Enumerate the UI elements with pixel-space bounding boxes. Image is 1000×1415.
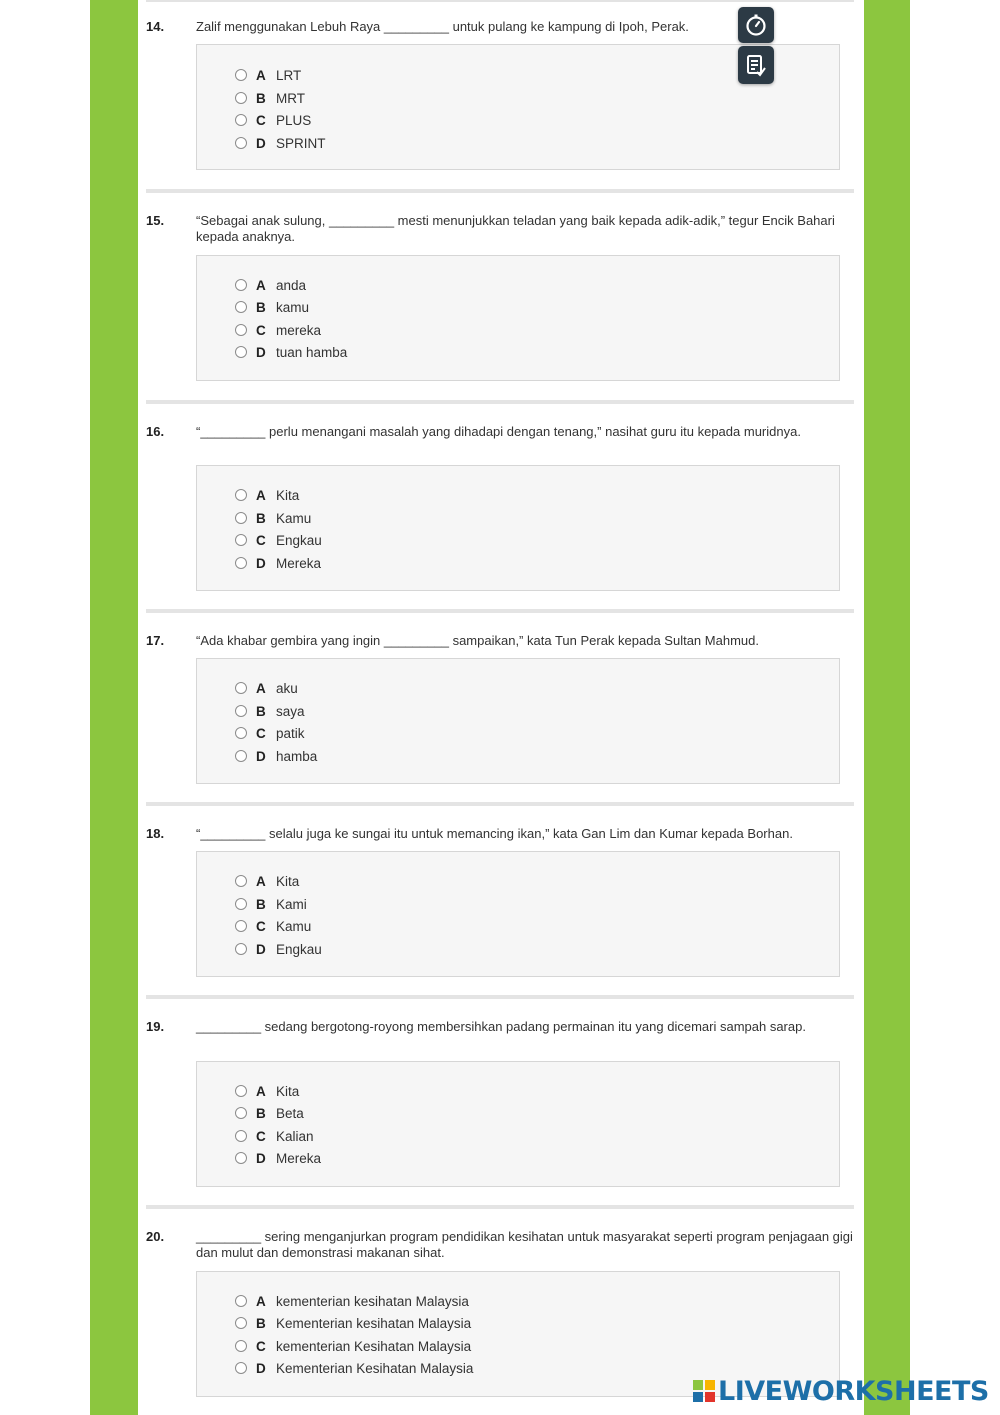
divider bbox=[146, 995, 854, 999]
left-green-border bbox=[90, 0, 138, 1415]
option-d[interactable] bbox=[235, 940, 322, 958]
option-c[interactable] bbox=[235, 724, 305, 742]
option-letter: A bbox=[256, 873, 266, 889]
question-text: “_________ perlu menangani masalah yang dihadapi dengan tenang,” nasihat guru itu kepada muridnya. bbox=[196, 424, 801, 439]
radio-button[interactable] bbox=[235, 489, 247, 501]
question-text: “Ada khabar gembira yang ingin _________ sampaikan,” kata Tun Perak kepada Sultan Mahmud. bbox=[196, 633, 759, 648]
option-b[interactable] bbox=[235, 895, 307, 913]
checklist-button[interactable] bbox=[738, 46, 774, 84]
option-c[interactable] bbox=[235, 531, 322, 549]
divider bbox=[146, 189, 854, 193]
options-box bbox=[196, 255, 840, 381]
option-letter: B bbox=[256, 703, 266, 719]
option-letter: A bbox=[256, 67, 266, 83]
radio-button[interactable] bbox=[235, 727, 247, 739]
option-letter: D bbox=[256, 941, 266, 957]
option-a[interactable] bbox=[235, 1082, 299, 1100]
option-letter: B bbox=[256, 1315, 266, 1331]
radio-button[interactable] bbox=[235, 750, 247, 762]
option-text: Engkau bbox=[276, 941, 322, 957]
option-letter: D bbox=[256, 135, 266, 151]
radio-button[interactable] bbox=[235, 512, 247, 524]
radio-button[interactable] bbox=[235, 346, 247, 358]
option-letter: A bbox=[256, 1293, 266, 1309]
option-letter: A bbox=[256, 277, 266, 293]
option-letter: C bbox=[256, 532, 266, 548]
radio-button[interactable] bbox=[235, 1362, 247, 1374]
option-b[interactable] bbox=[235, 1314, 471, 1332]
radio-button[interactable] bbox=[235, 1340, 247, 1352]
options-box bbox=[196, 465, 840, 591]
radio-button[interactable] bbox=[235, 1107, 247, 1119]
option-c[interactable] bbox=[235, 111, 311, 129]
option-c[interactable] bbox=[235, 1337, 471, 1355]
option-a[interactable] bbox=[235, 486, 299, 504]
option-d[interactable] bbox=[235, 134, 326, 152]
divider bbox=[146, 802, 854, 806]
option-letter: C bbox=[256, 322, 266, 338]
option-letter: A bbox=[256, 1083, 266, 1099]
option-letter: A bbox=[256, 680, 266, 696]
question-number: 17. bbox=[146, 633, 165, 648]
option-letter: C bbox=[256, 112, 266, 128]
question-number: 14. bbox=[146, 19, 165, 34]
radio-button[interactable] bbox=[235, 705, 247, 717]
option-letter: D bbox=[256, 344, 266, 360]
option-text: Kementerian Kesihatan Malaysia bbox=[276, 1360, 474, 1376]
option-letter: B bbox=[256, 896, 266, 912]
radio-button[interactable] bbox=[235, 1152, 247, 1164]
option-letter: C bbox=[256, 725, 266, 741]
radio-button[interactable] bbox=[235, 943, 247, 955]
divider bbox=[146, 1205, 854, 1209]
option-text: PLUS bbox=[276, 112, 312, 128]
right-green-border bbox=[864, 0, 910, 1415]
option-letter: D bbox=[256, 1360, 266, 1376]
question-text: _________ sedang bergotong-royong membersihkan padang permainan itu yang dicemari sampah sarap. bbox=[196, 1019, 806, 1034]
question-text: “_________ selalu juga ke sungai itu untuk memancing ikan,” kata Gan Lim dan Kumar kepada Borhan. bbox=[196, 826, 793, 841]
option-letter: D bbox=[256, 555, 266, 571]
option-text: patik bbox=[276, 725, 305, 741]
liveworksheets-logo bbox=[693, 1376, 989, 1406]
option-text: tuan hamba bbox=[276, 344, 348, 360]
option-a[interactable] bbox=[235, 872, 299, 890]
option-b[interactable] bbox=[235, 89, 305, 107]
checklist-icon bbox=[744, 53, 768, 77]
option-c[interactable] bbox=[235, 1127, 314, 1145]
option-text: Mereka bbox=[276, 1150, 322, 1166]
radio-button[interactable] bbox=[235, 920, 247, 932]
divider bbox=[146, 609, 854, 613]
option-text: kamu bbox=[276, 299, 310, 315]
radio-button[interactable] bbox=[235, 1295, 247, 1307]
option-text: Kita bbox=[276, 487, 300, 503]
option-text: hamba bbox=[276, 748, 318, 764]
option-text: saya bbox=[276, 703, 305, 719]
option-a[interactable] bbox=[235, 276, 306, 294]
option-text: Kalian bbox=[276, 1128, 314, 1144]
option-c[interactable] bbox=[235, 321, 321, 339]
option-d[interactable] bbox=[235, 343, 347, 361]
options-box bbox=[196, 851, 840, 977]
option-text: Mereka bbox=[276, 555, 322, 571]
option-d[interactable] bbox=[235, 747, 317, 765]
option-letter: C bbox=[256, 1128, 266, 1144]
option-letter: B bbox=[256, 90, 266, 106]
option-b[interactable] bbox=[235, 298, 309, 316]
question-text: Zalif menggunakan Lebuh Raya _________ untuk pulang ke kampung di Ipoh, Perak. bbox=[196, 19, 689, 34]
option-a[interactable] bbox=[235, 66, 301, 84]
radio-button[interactable] bbox=[235, 92, 247, 104]
option-text: SPRINT bbox=[276, 135, 326, 151]
radio-button[interactable] bbox=[235, 534, 247, 546]
question-number: 16. bbox=[146, 424, 165, 439]
option-letter: A bbox=[256, 487, 266, 503]
question-text: _________ sering menganjurkan program pendidikan kesihatan untuk masyarakat seperti program penjagaan gigi dan mulut dan demonstrasi makanan sihat. bbox=[196, 1229, 853, 1260]
options-box bbox=[196, 658, 840, 784]
option-letter: C bbox=[256, 918, 266, 934]
radio-button[interactable] bbox=[235, 69, 247, 81]
logo-icon bbox=[693, 1380, 715, 1402]
option-text: Kamu bbox=[276, 918, 312, 934]
divider bbox=[146, 400, 854, 404]
option-text: Engkau bbox=[276, 532, 322, 548]
radio-button[interactable] bbox=[235, 682, 247, 694]
option-letter: D bbox=[256, 748, 266, 764]
radio-button[interactable] bbox=[235, 279, 247, 291]
question-number: 19. bbox=[146, 1019, 165, 1034]
radio-button[interactable] bbox=[235, 1317, 247, 1329]
option-text: LRT bbox=[276, 67, 302, 83]
option-b[interactable] bbox=[235, 702, 305, 720]
option-d[interactable] bbox=[235, 1359, 473, 1377]
question-text: “Sebagai anak sulung, _________ mesti menunjukkan teladan yang baik kepada adik-adik,” tegur Encik Bahari kepada anaknya. bbox=[196, 213, 835, 244]
radio-button[interactable] bbox=[235, 1085, 247, 1097]
option-b[interactable] bbox=[235, 509, 311, 527]
question-number: 18. bbox=[146, 826, 165, 841]
radio-button[interactable] bbox=[235, 557, 247, 569]
radio-button[interactable] bbox=[235, 301, 247, 313]
question-number: 15. bbox=[146, 213, 165, 228]
radio-button[interactable] bbox=[235, 898, 247, 910]
option-a[interactable] bbox=[235, 1292, 469, 1310]
question-number: 20. bbox=[146, 1229, 165, 1244]
option-text: kementerian kesihatan Malaysia bbox=[276, 1293, 469, 1309]
radio-button[interactable] bbox=[235, 137, 247, 149]
option-a[interactable] bbox=[235, 679, 298, 697]
radio-button[interactable] bbox=[235, 875, 247, 887]
options-box bbox=[196, 1061, 840, 1187]
option-letter: B bbox=[256, 299, 266, 315]
timer-icon bbox=[744, 13, 768, 37]
logo-text: LIVEWORKSHEETS bbox=[718, 1375, 989, 1407]
option-text: kementerian Kesihatan Malaysia bbox=[276, 1338, 472, 1354]
option-text: Kita bbox=[276, 1083, 300, 1099]
option-letter: B bbox=[256, 510, 266, 526]
option-text: Kita bbox=[276, 873, 300, 889]
option-text: Beta bbox=[276, 1105, 304, 1121]
option-text: Kami bbox=[276, 896, 307, 912]
option-text: aku bbox=[276, 680, 298, 696]
radio-button[interactable] bbox=[235, 114, 247, 126]
option-c[interactable] bbox=[235, 917, 311, 935]
option-letter: C bbox=[256, 1338, 266, 1354]
option-text: mereka bbox=[276, 322, 322, 338]
option-text: MRT bbox=[276, 90, 305, 106]
option-text: Kamu bbox=[276, 510, 312, 526]
radio-button[interactable] bbox=[235, 324, 247, 336]
option-text: Kementerian kesihatan Malaysia bbox=[276, 1315, 472, 1331]
option-letter: B bbox=[256, 1105, 266, 1121]
timer-button[interactable] bbox=[738, 7, 774, 43]
option-text: anda bbox=[276, 277, 307, 293]
option-d[interactable] bbox=[235, 1149, 321, 1167]
option-b[interactable] bbox=[235, 1104, 304, 1122]
top-divider bbox=[146, 0, 854, 2]
option-letter: D bbox=[256, 1150, 266, 1166]
option-d[interactable] bbox=[235, 554, 321, 572]
radio-button[interactable] bbox=[235, 1130, 247, 1142]
